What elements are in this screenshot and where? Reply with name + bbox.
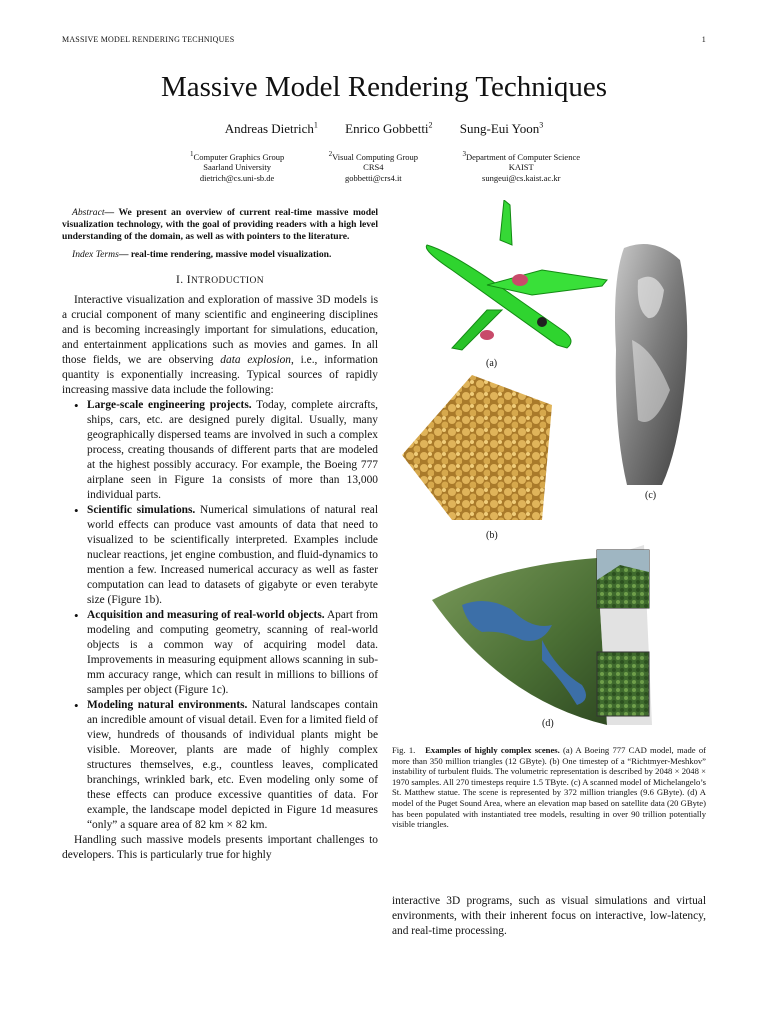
statue-image [615, 244, 687, 485]
paper-title: Massive Model Rendering Techniques [160, 71, 608, 103]
caption-label-c: (c) [645, 490, 657, 501]
author: Enrico Gobbetti$^2$ [345, 121, 433, 137]
caption-label-d: (d) [542, 718, 554, 729]
closing-paragraph: Handling such massive models presents important challenges to developers. This is particularly true for highly [62, 834, 378, 861]
airplane-image [426, 200, 607, 350]
affiliation: $^2$Visual Computing Group CRS4 gobbetti@crs4.it [328, 150, 419, 183]
caption-label-b: (b) [486, 530, 498, 541]
bullet-list [62, 398, 378, 833]
page-number: 1 [701, 35, 706, 44]
index-terms: Index Terms— real-time rendering, massive model visualization. [72, 249, 332, 260]
fluid-simulation-image [402, 375, 552, 520]
affiliation: $^3$Department of Computer Science KAIST sungeui@cs.kaist.ac.kr [462, 150, 580, 183]
caption-label-a: (a) [486, 358, 498, 369]
left-column [62, 207, 378, 863]
abstract: Abstract— We present an overview of current real-time massive model visualization technology, with the goal of providing readers with a high level understanding of the domain, as well as with pointers to the literature. [62, 207, 378, 242]
affiliation: $^1$Computer Graphics Group Saarland University dietrich@cs.uni-sb.de [190, 150, 285, 183]
figure-caption: Fig. 1. Examples of highly complex scenes. (a) A Boeing 777 CAD model, made of more than 350 million triangles (12 GByte). (b) One timestep of a “Richtmyer-Meshkov” instability of turbulent fluids. The volumetric representation is described by 2048 × 2048 × 1970 samples. All 270 timesteps require 1.5 TByte. (c) A scanned model of Michelangelo’s St. Matthew statue. The scene is represented by 372 million triangles (9.6 GByte). (d) A model of the Puget Sound Area, where an elevation map based on satellite data (20 GByte) has been populated with instantiated tree models, resulting in over 90 trillion potentially visible triangles. [392, 745, 706, 830]
figure-1 [392, 200, 706, 745]
figure-1-images [392, 200, 706, 740]
list-item: • Large-scale engineering projects. Today, complete aircrafts, ships, cars, etc. are designed purely digital. Usually, many geographically dispersed teams are involved in such a complex process, creating thousands of different parts that are modeled at the highest possibly accuracy. For example, the Boeing 777 airplane seen in Figure 1a consists of more than 13,000 individual parts. [87, 398, 378, 503]
intro-paragraph: Interactive visualization and exploration of massive 3D models is a crucial component of many scientific and engineering disciplines and is becoming increasingly important for simulations, education, and entertainment applications such as movies and games. In all those fields, we are observing data explosion, i.e., information quantity is exponentially increasing. Typical sources of rapidly increasing massive data include the following: [62, 294, 378, 396]
right-column-text: interactive 3D programs, such as visual simulations and virtual environments, with their inherent focus on interactive, low-latency, and real-time processing. [392, 895, 706, 937]
running-title: MASSIVE MODEL RENDERING TECHNIQUES [62, 35, 235, 44]
terrain-image [432, 545, 652, 725]
author-list [0, 121, 768, 137]
section-heading: I. INTRODUCTION [175, 274, 265, 286]
author: Andreas Dietrich$^1$ [224, 121, 318, 137]
affiliations [190, 149, 580, 183]
author: Sung-Eui Yoon$^3$ [459, 121, 544, 137]
list-item: • Modeling natural environments. Natural landscapes contain an incredible amount of visual detail. Even for a limited field of view, hundreds of thousands of individual plants might be visible. Moreover, plants are made of highly complex structures themselves, e.g., countless leaves, complicated branchings, wrinkled bark, etc. Even modeling only some of these effects can produce excessive quantities of data. For example, the landscape model depicted in Figure 1d measures “only” a square area of 82 km × 82 km. [87, 698, 378, 833]
running-header [62, 35, 706, 47]
list-item: • Acquisition and measuring of real-world objects. Apart from modeling and computing geometry, scanning of real-world objects is a common way of acquiring model data. Improvements in measuring equipment allows scanning in sub-mm accuracy range, which can result in millions to billions of samples per object (Figure 1c). [87, 608, 378, 698]
list-item: • Scientific simulations. Numerical simulations of natural real world effects can produce vast amounts of data that need to visualized to be scientifically interpreted. Examples include nuclear reactions, jet engine combustion, and fluid-dynamics to mention a few. Increased numerical accuracy as well as faster computation can lead to datasets of gigabyte or even terabyte size (Figure 1b). [87, 503, 378, 608]
